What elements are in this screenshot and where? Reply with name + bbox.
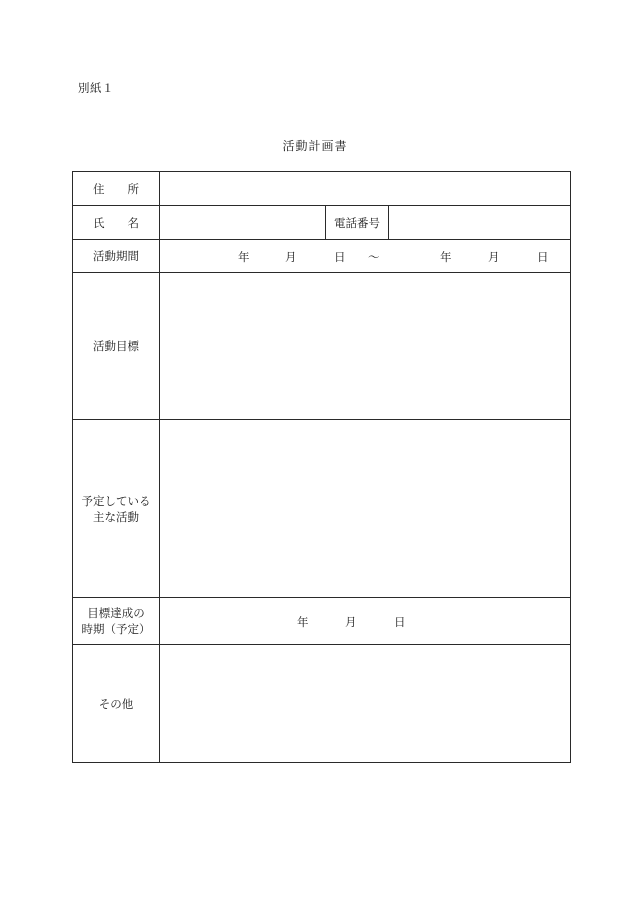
period-end-year: 年	[440, 250, 452, 264]
period-row	[73, 240, 571, 273]
goal-field[interactable]	[160, 273, 571, 420]
planned-activities-label: 予定している 主な活動	[73, 420, 160, 598]
other-label: その他	[73, 645, 160, 763]
phone-field[interactable]	[389, 206, 571, 240]
period-end-month: 月	[488, 250, 500, 264]
name-row	[73, 206, 571, 240]
phone-label: 電話番号	[326, 206, 389, 240]
goal-label: 活動目標	[73, 273, 160, 420]
other-field[interactable]	[160, 645, 571, 763]
planned-activities-field[interactable]	[160, 420, 571, 598]
period-start-month: 月	[285, 250, 297, 264]
goal-row	[73, 273, 571, 420]
address-row	[73, 172, 571, 206]
period-separator: ～	[368, 250, 380, 264]
achievement-label: 目標達成の 時期（予定）	[73, 598, 160, 645]
period-start-day: 日	[334, 250, 346, 264]
annex-label: 別紙１	[78, 81, 114, 95]
achievement-day: 日	[394, 614, 406, 629]
period-field[interactable]	[160, 240, 571, 273]
name-label: 氏 名	[73, 206, 160, 240]
name-field[interactable]	[160, 206, 326, 240]
address-field[interactable]	[160, 172, 571, 206]
achievement-month: 月	[345, 614, 357, 629]
document-title: 活動計画書	[282, 139, 348, 153]
other-row	[73, 645, 571, 763]
achievement-field[interactable]	[160, 598, 571, 645]
period-start-year: 年	[238, 250, 250, 264]
address-label: 住 所	[73, 172, 160, 206]
activity-plan-form	[72, 171, 571, 763]
achievement-year: 年	[297, 614, 309, 629]
period-label: 活動期間	[73, 240, 160, 273]
period-end-day: 日	[537, 250, 549, 264]
planned-activities-row	[73, 420, 571, 598]
achievement-row	[73, 598, 571, 645]
